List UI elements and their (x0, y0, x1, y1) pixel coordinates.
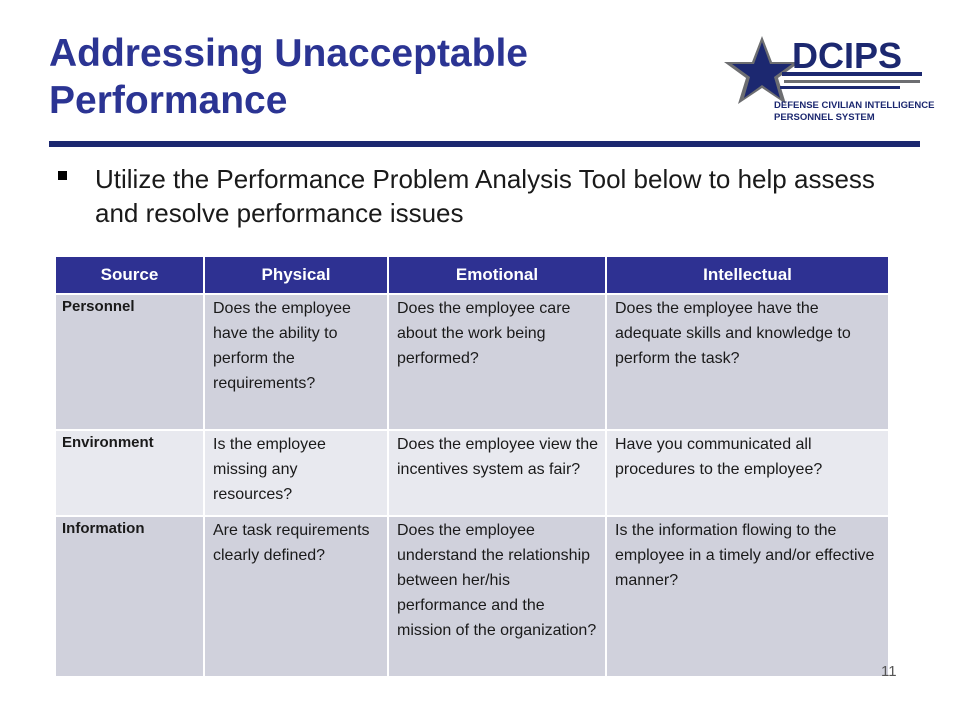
column-header-emotional: Emotional (388, 257, 606, 294)
page-number: 11 (881, 663, 897, 680)
dcips-logo (722, 28, 937, 130)
cell-physical: Are task requirements clearly defined? (204, 516, 388, 676)
cell-physical: Does the employee have the ability to perform the requirements? (204, 294, 388, 430)
table-header-row (56, 257, 888, 294)
column-header-source: Source (56, 257, 204, 294)
table-row (56, 430, 888, 516)
column-header-intellectual: Intellectual (606, 257, 888, 294)
cell-intellectual: Is the information flowing to the employee in a timely and/or effective manner? (606, 516, 888, 676)
cell-source: Information (56, 516, 204, 676)
cell-intellectual: Have you communicated all procedures to the employee? (606, 430, 888, 516)
column-header-physical: Physical (204, 257, 388, 294)
logo-subtitle-line1: DEFENSE CIVILIAN INTELLIGENCE (774, 100, 935, 111)
table-row (56, 294, 888, 430)
cell-physical: Is the employee missing any resources? (204, 430, 388, 516)
title-divider (49, 141, 920, 147)
cell-emotional: Does the employee understand the relationship between her/his performance and the mission of the organization? (388, 516, 606, 676)
logo-wordmark: DCIPS (792, 35, 903, 76)
cell-intellectual: Does the employee have the adequate skills and knowledge to perform the task? (606, 294, 888, 430)
cell-emotional: Does the employee view the incentives system as fair? (388, 430, 606, 516)
cell-emotional: Does the employee care about the work being performed? (388, 294, 606, 430)
bullet-text: Utilize the Performance Problem Analysis Tool below to help assess and resolve performance issues (95, 164, 875, 228)
logo-subtitle-line2: PERSONNEL SYSTEM (774, 112, 875, 123)
slide-title: Addressing Unacceptable Performance (49, 32, 528, 122)
performance-analysis-table (56, 257, 888, 676)
cell-source: Personnel (56, 294, 204, 430)
square-bullet-icon (58, 171, 67, 180)
cell-source: Environment (56, 430, 204, 516)
table-row (56, 516, 888, 676)
